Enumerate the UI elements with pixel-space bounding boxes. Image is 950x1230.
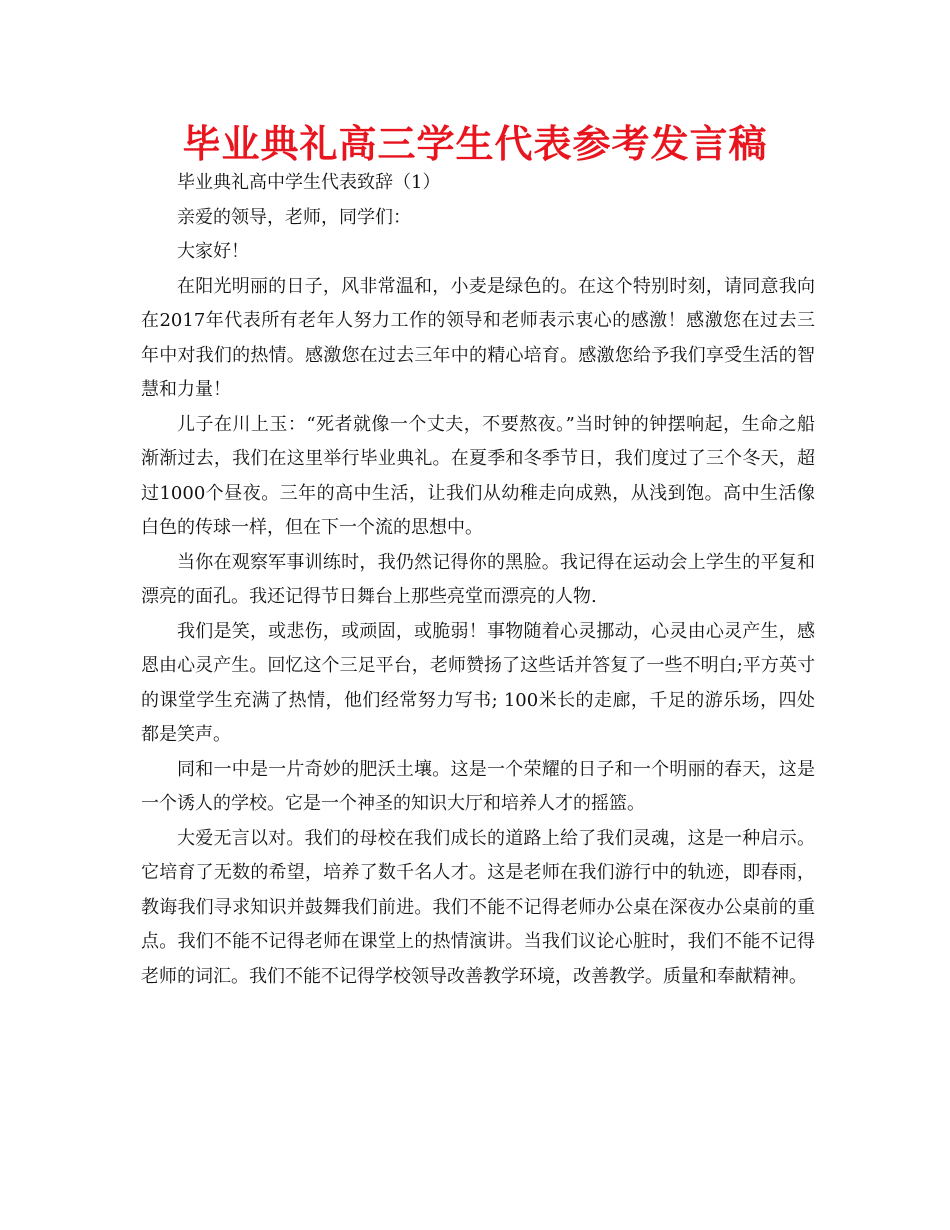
document-title: 毕业典礼高三学生代表参考发言稿 xyxy=(182,122,768,166)
paragraph: 儿子在川上玉：“死者就像一个丈夫，不要熬夜。”当时钟的钟摆响起，生命之船渐渐过去，我们在这里举行毕业典礼。在夏季和冬季节日，我们度过了三个冬天，超过1000个昼夜。三年的高中生活，让我们从幼稚走向成熟，从浅到饱。高中生活像白色的传球一样，但在下一个流的思想中。 xyxy=(141,413,815,538)
paragraph: 同和一中是一片奇妙的肥沃土壤。这是一个荣耀的日子和一个明丽的春天，这是一个诱人的学校。它是一个神圣的知识大厅和培养人才的摇篮。 xyxy=(141,758,815,814)
paragraph: 我们是笑，或悲伤，或顽固，或脆弱！事物随着心灵挪动，心灵由心灵产生，感恩由心灵产生。回忆这个三足平台，老师赞扬了这些话并答复了一些不明白;平方英寸的课堂学生充满了热情，他们经常努力写书; 100米长的走廊，千足的游乐场，四处都是笑声。 xyxy=(141,620,815,745)
document-body xyxy=(141,166,815,994)
paragraph: 在阳光明丽的日子，风非常温和，小麦是绿色的。在这个特别时刻，请同意我向在2017年代表所有老年人努力工作的领导和老师表示衷心的感激！感激您在过去三年中对我们的热情。感激您在过去三年中的精心培育。感激您给予我们享受生活的智慧和力量！ xyxy=(141,275,815,400)
paragraph-heading: 毕业典礼高中学生代表致辞（1） xyxy=(177,172,441,193)
paragraph: 当你在观察军事训练时，我仍然记得你的黑脸。我记得在运动会上学生的平复和漂亮的面孔。我还记得节日舞台上那些亮堂而漂亮的人物. xyxy=(141,551,815,607)
paragraph: 大爱无言以对。我们的母校在我们成长的道路上给了我们灵魂，这是一种启示。它培育了无数的希望，培养了数千名人才。这是老师在我们游行中的轨迹，即春雨，教诲我们寻求知识并鼓舞我们前进。我们不能不记得老师办公桌在深夜办公桌前的重点。我们不能不记得老师在课堂上的热情演讲。当我们议论心脏时，我们不能不记得老师的词汇。我们不能不记得学校领导改善教学环境，改善教学。质量和奉献精神。 xyxy=(141,827,815,987)
paragraph-greeting: 大家好！ xyxy=(177,241,249,262)
paragraph-salutation: 亲爱的领导，老师，同学们： xyxy=(177,206,411,228)
